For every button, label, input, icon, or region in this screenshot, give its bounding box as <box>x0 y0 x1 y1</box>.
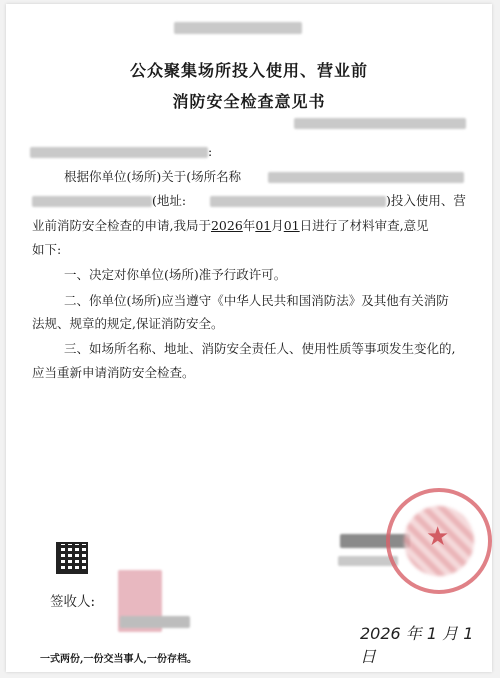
address-label: (地址: <box>152 193 187 208</box>
redacted-venue-name <box>268 172 464 183</box>
para1-line3 <box>32 219 429 233</box>
handwritten-date: 2026 年 1 月 1 日 <box>360 624 474 666</box>
redacted-header-code <box>174 22 302 34</box>
seal-star-icon: ★ <box>426 522 450 552</box>
inspection-day: 01 <box>283 218 300 233</box>
redacted-recipient-name <box>30 147 208 158</box>
para1-line3-a: 业前消防安全检查的申请,我局于 <box>32 218 211 233</box>
item-2-line1: 二、你单位(场所)应当遵守《中华人民共和国消防法》及其他有关消防 <box>64 293 449 308</box>
document-page <box>6 4 492 672</box>
qr-code <box>56 542 88 574</box>
footer-note: 一式两份,一份交当事人,一份存档。 <box>40 654 197 665</box>
signer-label: 签收人: <box>50 594 96 610</box>
official-seal <box>386 488 492 594</box>
item-3-line1: 三、如场所名称、地址、消防安全责任人、使用性质等事项发生变化的, <box>64 341 456 356</box>
document-title-line2: 消防安全检查意见书 <box>172 92 326 111</box>
year-unit: 年 <box>242 218 256 233</box>
para1-line4: 如下: <box>32 242 62 257</box>
inspection-month: 01 <box>255 218 272 233</box>
inspection-year: 2026 <box>210 218 243 233</box>
redacted-signature-stroke <box>120 616 190 628</box>
item-2-line2: 法规、规章的规定,保证消防安全。 <box>32 316 224 331</box>
redacted-address <box>210 196 386 207</box>
item-1: 一、决定对你单位(场所)准予行政许可。 <box>64 267 287 282</box>
salutation-colon: : <box>208 144 213 159</box>
item-3-line2: 应当重新申请消防安全检查。 <box>32 365 195 380</box>
para1-line3-b: 日进行了材料审查,意见 <box>299 218 429 233</box>
document-title-line1: 公众聚集场所投入使用、营业前 <box>129 61 368 80</box>
para1-line2-suffix: )投入使用、营 <box>386 193 466 208</box>
para1-line1: 根据你单位(场所)关于(场所名称 <box>64 169 242 184</box>
redacted-document-number <box>294 118 466 129</box>
month-unit: 月 <box>271 218 284 233</box>
redacted-venue-name-cont <box>32 196 152 207</box>
